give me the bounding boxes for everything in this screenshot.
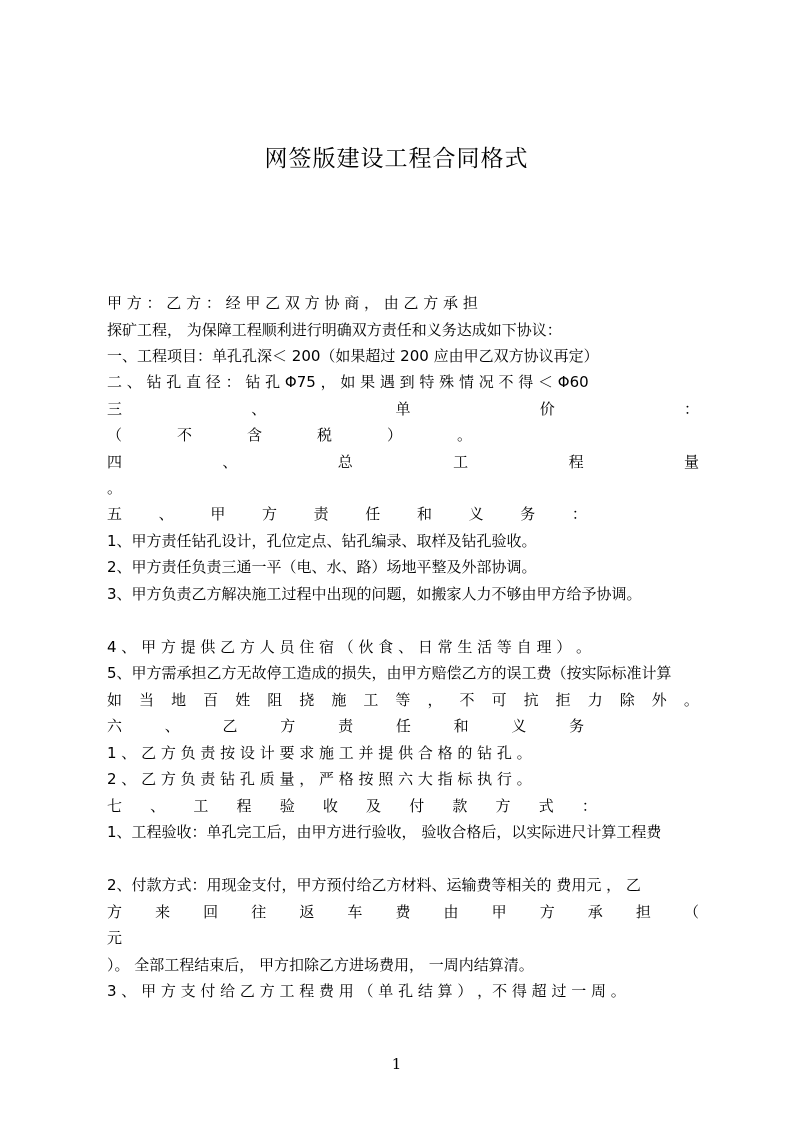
line-token: 可 (491, 691, 507, 709)
line-token: 和 (453, 717, 469, 735)
line-token: 方 (261, 505, 277, 523)
line-token: 、 (150, 797, 166, 815)
payment-method-cont (107, 902, 699, 922)
line-token: 七 (107, 797, 123, 815)
clause-5-heading (107, 504, 587, 524)
line-token: 车 (347, 903, 363, 921)
clause-4-total-quantity (107, 452, 699, 472)
line-token: 返 (299, 903, 315, 921)
line-token: 阻 (267, 691, 283, 709)
line-token: 费 (395, 903, 411, 921)
line-token: （ (683, 903, 699, 921)
line-token: 姓 (235, 691, 251, 709)
line-token: 款 (452, 797, 468, 815)
line-token: 等 (395, 691, 411, 709)
line-token: ） (387, 426, 403, 444)
line-token: 往 (251, 903, 267, 921)
acceptance-clause: 1、工程验收：单孔完工后，由甲方进行验收， 验收合格后，以实际进尺计算工程费 (107, 823, 662, 841)
clause-3-tax-note (107, 425, 527, 445)
line-token: 责 (313, 505, 329, 523)
line-token: 收 (322, 797, 338, 815)
payment-settlement: ）。 全部工程结束后， 甲方扣除乙方进场费用， 一周内结算清。 (107, 956, 534, 974)
line-token: 甲 (210, 505, 226, 523)
party-b-duty-1: 1 、 乙 方 负 责 按 设 计 要 求 施 工 并 提 供 合 格 的 钻 孔 。 (107, 744, 532, 762)
document-title: 网签版建设工程合同格式 (264, 146, 529, 172)
line-token: 、 (222, 453, 238, 471)
line-token: ， (427, 691, 443, 709)
line-token: 价 (539, 400, 555, 418)
party-a-duty-1: 1、甲方责任钻孔设计，孔位定点、钻孔编录、取样及钻孔验收。 (107, 532, 537, 550)
payment-method-yuan: 元 (107, 929, 123, 947)
line-token: 乙 (222, 717, 238, 735)
line-token: 付 (409, 797, 425, 815)
line-token: 验 (279, 797, 295, 815)
line-token: 工 (363, 691, 379, 709)
party-a-duty-2: 2、甲方责任负责三通一平（电、水、路）场地平整及外部协调。 (107, 558, 537, 576)
line-token: 工 (193, 797, 209, 815)
line-token: 力 (587, 691, 603, 709)
line-token: 抗 (523, 691, 539, 709)
line-token: 除 (619, 691, 635, 709)
line-token: 任 (365, 505, 381, 523)
line-token: 回 (203, 903, 219, 921)
line-token: （ (107, 426, 123, 444)
line-token: 务 (569, 717, 585, 735)
line-token: ： (581, 797, 597, 815)
clause-4-period: 。 (107, 479, 123, 497)
line-token: 担 (635, 903, 651, 921)
line-token: 工 (453, 453, 469, 471)
contract-parties-line: 甲 方 ： 乙 方 ： 经 甲 乙 双 方 协 商 ， 由 乙 方 承 担 (107, 294, 478, 312)
line-token: 税 (317, 426, 333, 444)
line-token: 及 (366, 797, 382, 815)
party-a-duty-3: 3、甲方负责乙方解决施工过程中出现的问题，如搬家人力不够由甲方给予协调。 (107, 585, 642, 603)
party-a-duty-4: 4 、 甲 方 提 供 乙 方 人 员 住 宿 （ 伙 食 、 日 常 生 活 等 自 理 ） 。 (107, 638, 591, 656)
line-token: 总 (337, 453, 353, 471)
line-token: 。 (457, 426, 473, 444)
line-token: 承 (587, 903, 603, 921)
line-token: 拒 (555, 691, 571, 709)
line-token: 六 (107, 717, 123, 735)
line-token: 程 (236, 797, 252, 815)
line-token: 、 (158, 505, 174, 523)
line-token: 挠 (299, 691, 315, 709)
line-token: ： (571, 505, 587, 523)
line-token: 和 (416, 505, 432, 523)
clause-1-project: 一、工程项目：单孔孔深＜ 200（如果超过 200 应由甲乙双方协议再定） (107, 347, 599, 365)
line-token: 百 (203, 691, 219, 709)
party-b-duty-2: 2 、 乙 方 负 责 钻 孔 质 量 ， 严 格 按 照 六 大 指 标 执 行 。 (107, 770, 532, 788)
line-token: 义 (511, 717, 527, 735)
line-token: ： (683, 400, 699, 418)
line-token: 甲 (491, 903, 507, 921)
line-token: 、 (164, 717, 180, 735)
line-token: 五 (107, 505, 123, 523)
clause-3-unit-price (107, 399, 699, 419)
party-a-duty-5: 5、甲方需承担乙方无故停工造成的损失，由甲方赔偿乙方的误工费（按实际标准计算 (107, 664, 672, 682)
line-token: 地 (171, 691, 187, 709)
line-token: 如 (107, 691, 123, 709)
line-token: 单 (395, 400, 411, 418)
line-token: 施 (331, 691, 347, 709)
line-token: 方 (495, 797, 511, 815)
line-token: 不 (459, 691, 475, 709)
line-token: 务 (520, 505, 536, 523)
payment-method-clause: 2、付款方式：用现金支付，甲方预付给乙方材料、运输费等相关的 费用元 ， 乙 (107, 876, 641, 894)
party-a-duty-5-cont (107, 690, 699, 710)
line-token: 量 (683, 453, 699, 471)
line-token: 责 (338, 717, 354, 735)
line-token: 来 (155, 903, 171, 921)
line-token: 方 (539, 903, 555, 921)
clause-2-diameter: 二 、 钻 孔 直 径 ： 钻 孔 Φ75 ， 如 果 遇 到 特 殊 情 况 不 得 ＜ Φ60 (107, 373, 589, 391)
line-token: 外 (651, 691, 667, 709)
clause-7-heading (107, 796, 597, 816)
line-token: 、 (251, 400, 267, 418)
contract-intro-line: 探矿工程， 为保障工程顺利进行明确双方责任和义务达成如下协议： (107, 321, 562, 339)
line-token: 不 (177, 426, 193, 444)
line-token: 程 (568, 453, 584, 471)
line-token: 任 (395, 717, 411, 735)
line-token: 。 (683, 691, 699, 709)
line-token: 式 (538, 797, 554, 815)
line-token: 四 (107, 453, 123, 471)
line-token: 方 (107, 903, 123, 921)
line-token: 方 (280, 717, 296, 735)
line-token: 三 (107, 400, 123, 418)
line-token: 含 (247, 426, 263, 444)
line-token: 义 (468, 505, 484, 523)
payment-clause-3: 3 、 甲 方 支 付 给 乙 方 工 程 费 用 （ 单 孔 结 算 ） ，不 得 超 过 一 周 。 (107, 982, 626, 1000)
page-number: 1 (391, 1055, 402, 1073)
clause-6-heading (107, 716, 627, 736)
line-token: 由 (443, 903, 459, 921)
line-token: 当 (139, 691, 155, 709)
